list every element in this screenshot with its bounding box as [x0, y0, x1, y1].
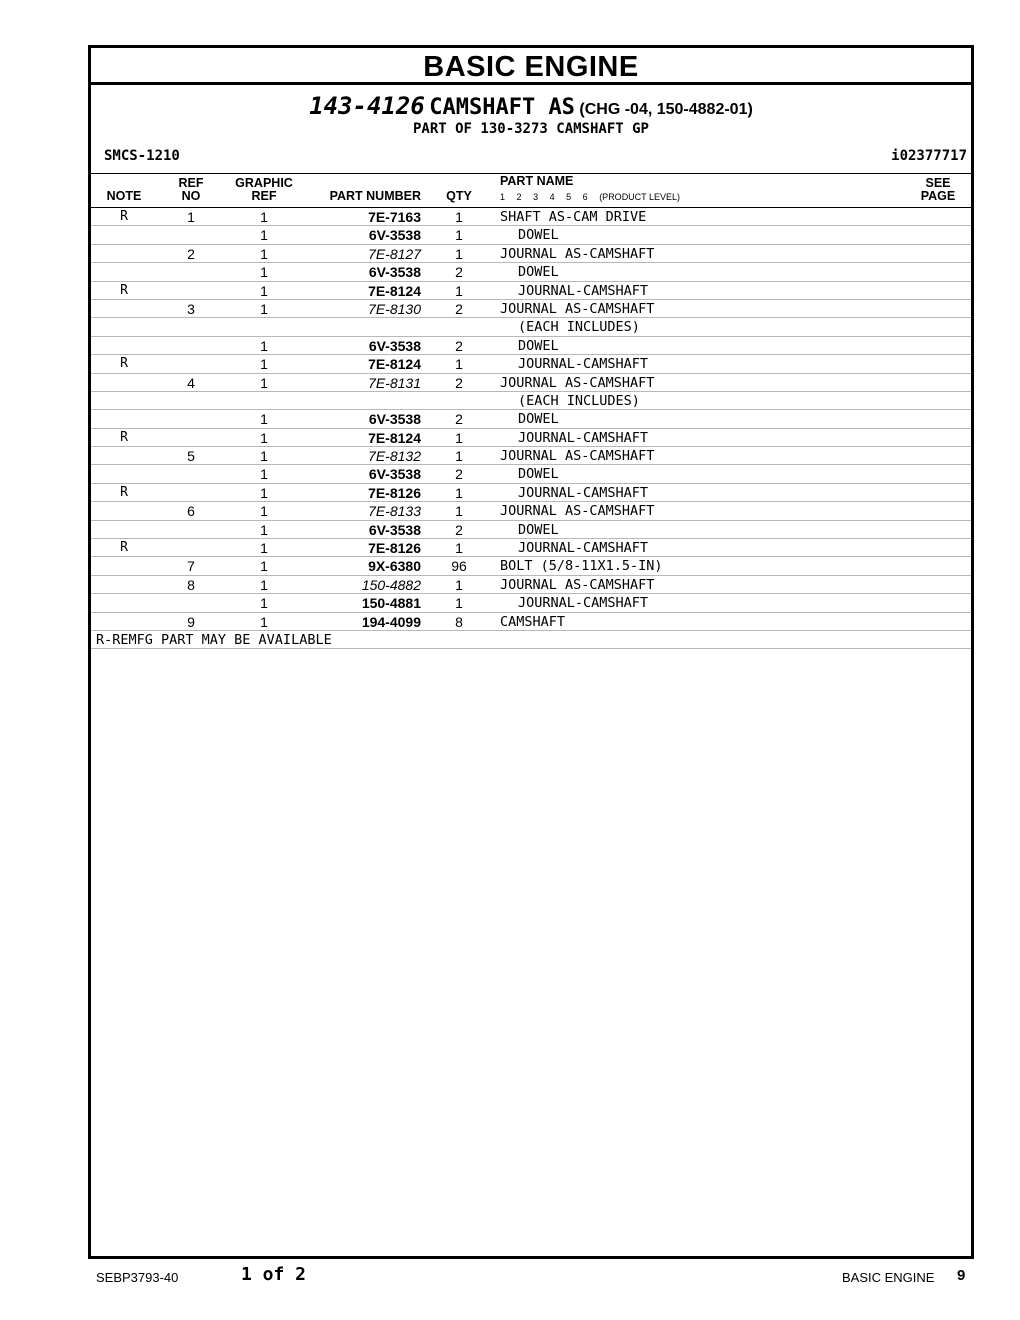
table-row — [91, 337, 971, 355]
row-qty: 96 — [451, 558, 467, 575]
table-row — [91, 429, 971, 447]
row-part-name: SHAFT AS-CAM DRIVE — [500, 209, 647, 225]
row-part-name: BOLT (5/8-11X1.5-IN) — [500, 558, 663, 575]
row-graphic-ref: 1 — [260, 466, 268, 483]
row-part-number: 6V-3538 — [368, 337, 421, 354]
row-part-name: JOURNAL AS-CAMSHAFT — [500, 245, 655, 262]
row-graphic-ref: 1 — [260, 558, 268, 575]
row-part-number: 6V-3538 — [368, 466, 421, 483]
row-note: R — [120, 429, 128, 445]
row-part-name: DOWEL — [518, 466, 559, 483]
row-part-number: 7E-8126 — [368, 540, 421, 557]
row-qty: 1 — [455, 576, 463, 593]
row-graphic-ref: 1 — [260, 300, 268, 317]
row-part-name: JOURNAL-CAMSHAFT — [518, 484, 649, 501]
row-part-number: 7E-8124 — [368, 429, 421, 446]
row-note: R — [120, 540, 128, 556]
row-ref-no: 7 — [187, 558, 195, 575]
col-part-name: PART NAME — [500, 174, 574, 188]
product-level-5: 5 — [566, 192, 572, 202]
col-see-page-line1: SEE — [925, 176, 951, 190]
row-part-number: 7E-8132 — [368, 448, 421, 465]
col-graphic-ref — [229, 177, 299, 203]
row-part-number: 150-4881 — [361, 595, 421, 612]
table-row — [91, 594, 971, 612]
row-graphic-ref: 1 — [260, 484, 268, 501]
row-part-name: DOWEL — [518, 337, 559, 354]
column-header — [91, 173, 971, 208]
table-row — [91, 576, 971, 594]
product-level-1: 1 — [500, 192, 506, 202]
row-graphic-ref: 1 — [260, 282, 268, 299]
col-graphic-ref-line1: GRAPHIC — [235, 176, 293, 190]
table-row — [91, 521, 971, 539]
row-part-number: 9X-6380 — [368, 558, 421, 575]
product-level-6: 6 — [582, 192, 588, 202]
row-part-name: DOWEL — [518, 227, 559, 244]
row-part-number: 7E-8130 — [368, 300, 421, 317]
part-header — [91, 85, 971, 173]
table-row — [91, 465, 971, 483]
product-level-3: 3 — [533, 192, 539, 202]
row-part-name: JOURNAL-CAMSHAFT — [518, 282, 649, 299]
col-see-page-line2: PAGE — [920, 189, 956, 203]
parts-table — [91, 208, 971, 631]
row-qty: 8 — [455, 613, 463, 630]
assembly-part-number: 143-4126 — [309, 92, 425, 120]
row-graphic-ref: 1 — [260, 595, 268, 612]
footer-page-of: 1 of 2 — [241, 1264, 307, 1285]
table-row — [91, 410, 971, 428]
row-qty: 2 — [455, 466, 463, 483]
row-qty: 2 — [455, 337, 463, 354]
col-see-page — [913, 177, 963, 203]
row-part-name: JOURNAL AS-CAMSHAFT — [500, 374, 655, 391]
row-part-name: JOURNAL AS-CAMSHAFT — [500, 503, 655, 520]
row-part-number: 7E-8131 — [368, 374, 421, 391]
row-graphic-ref: 1 — [260, 337, 268, 354]
table-row — [91, 263, 971, 281]
row-part-name: JOURNAL AS-CAMSHAFT — [500, 300, 655, 317]
row-part-name: JOURNAL AS-CAMSHAFT — [500, 576, 655, 593]
row-ref-no: 1 — [187, 209, 195, 225]
row-note: R — [120, 356, 128, 372]
product-level-scale — [500, 191, 689, 204]
row-note: R — [120, 209, 128, 224]
row-part-name: JOURNAL-CAMSHAFT — [518, 429, 649, 446]
row-part-name: (EACH INCLUDES) — [518, 392, 640, 409]
col-graphic-ref-line2: REF — [251, 189, 277, 203]
row-graphic-ref: 1 — [260, 209, 268, 225]
row-ref-no: 5 — [187, 448, 195, 465]
table-row — [91, 613, 971, 631]
row-graphic-ref: 1 — [260, 227, 268, 244]
footer-doc-number: SEBP3793-40 — [96, 1270, 179, 1285]
table-row — [91, 300, 971, 318]
row-part-name: CAMSHAFT — [500, 613, 566, 630]
row-ref-no: 4 — [187, 374, 195, 391]
col-ref-no-line2: NO — [181, 189, 201, 203]
row-graphic-ref: 1 — [260, 503, 268, 520]
table-row — [91, 557, 971, 575]
row-part-name: DOWEL — [518, 521, 559, 538]
row-qty: 2 — [455, 264, 463, 281]
row-part-name: (EACH INCLUDES) — [518, 319, 640, 336]
part-of-line: PART OF 130-3273 CAMSHAFT GP — [412, 121, 649, 137]
table-row — [91, 318, 971, 336]
row-qty: 1 — [455, 209, 463, 225]
row-qty: 1 — [455, 429, 463, 446]
assembly-part-name: CAMSHAFT AS — [429, 95, 575, 120]
row-graphic-ref: 1 — [260, 448, 268, 465]
row-part-name: JOURNAL AS-CAMSHAFT — [500, 448, 655, 465]
page-footer — [0, 1262, 1020, 1292]
col-qty: QTY — [446, 189, 472, 203]
row-part-number: 6V-3538 — [368, 411, 421, 428]
row-graphic-ref: 1 — [260, 356, 268, 373]
row-part-name: JOURNAL-CAMSHAFT — [518, 356, 649, 373]
row-part-number: 6V-3538 — [368, 227, 421, 244]
table-row — [91, 484, 971, 502]
row-part-number: 7E-8124 — [368, 282, 421, 299]
row-qty: 2 — [455, 374, 463, 391]
row-graphic-ref: 1 — [260, 264, 268, 281]
row-part-number: 7E-8133 — [368, 503, 421, 520]
change-note: (CHG -04, 150-4882-01) — [579, 101, 753, 118]
col-part-number: PART NUMBER — [329, 189, 421, 203]
table-row — [91, 282, 971, 300]
row-part-name: JOURNAL-CAMSHAFT — [518, 595, 649, 612]
row-qty: 1 — [455, 282, 463, 299]
section-title: BASIC ENGINE — [91, 48, 971, 85]
row-qty: 1 — [455, 484, 463, 501]
table-row — [91, 355, 971, 373]
row-part-name: JOURNAL-CAMSHAFT — [518, 540, 649, 557]
table-row — [91, 392, 971, 410]
table-row — [91, 208, 971, 226]
row-part-number: 194-4099 — [361, 613, 421, 630]
row-part-number: 6V-3538 — [368, 264, 421, 281]
illustration-identifier: i02377717 — [891, 148, 967, 164]
row-graphic-ref: 1 — [260, 411, 268, 428]
row-graphic-ref: 1 — [260, 245, 268, 262]
product-level-4: 4 — [549, 192, 555, 202]
product-level-2: 2 — [516, 192, 522, 202]
footer-section: BASIC ENGINE — [842, 1270, 935, 1285]
row-qty: 1 — [455, 448, 463, 465]
row-note: R — [120, 282, 128, 298]
row-part-number: 7E-7163 — [368, 209, 421, 225]
row-ref-no: 8 — [187, 576, 195, 593]
row-ref-no: 2 — [187, 245, 195, 262]
row-graphic-ref: 1 — [260, 429, 268, 446]
table-row — [91, 447, 971, 465]
row-part-name: DOWEL — [518, 264, 559, 281]
table-row — [91, 245, 971, 263]
col-ref-no-line1: REF — [178, 176, 204, 190]
row-qty: 1 — [455, 356, 463, 373]
table-row — [91, 502, 971, 520]
row-ref-no: 3 — [187, 300, 195, 317]
footer-page-number: 9 — [957, 1267, 966, 1284]
col-ref-no — [171, 177, 211, 203]
row-graphic-ref: 1 — [260, 521, 268, 538]
footnote: R-REMFG PART MAY BE AVAILABLE — [96, 631, 332, 648]
footnote-row — [91, 631, 971, 649]
row-qty: 1 — [455, 595, 463, 612]
row-part-number: 7E-8126 — [368, 484, 421, 501]
table-row — [91, 374, 971, 392]
row-note: R — [120, 484, 128, 500]
row-graphic-ref: 1 — [260, 576, 268, 593]
row-ref-no: 9 — [187, 613, 195, 630]
row-part-number: 6V-3538 — [368, 521, 421, 538]
row-qty: 2 — [455, 411, 463, 428]
row-graphic-ref: 1 — [260, 540, 268, 557]
row-part-number: 7E-8124 — [368, 356, 421, 373]
row-part-name: DOWEL — [518, 411, 559, 428]
row-graphic-ref: 1 — [260, 374, 268, 391]
row-graphic-ref: 1 — [260, 613, 268, 630]
page-frame — [88, 45, 974, 1259]
row-part-number: 150-4882 — [361, 576, 421, 593]
row-qty: 1 — [455, 503, 463, 520]
row-ref-no: 6 — [187, 503, 195, 520]
table-row — [91, 226, 971, 244]
table-row — [91, 539, 971, 557]
row-qty: 1 — [455, 540, 463, 557]
part-title-line — [91, 92, 971, 120]
row-qty: 1 — [455, 245, 463, 262]
row-qty: 2 — [455, 521, 463, 538]
row-part-number: 7E-8127 — [368, 245, 421, 262]
col-note: NOTE — [106, 189, 142, 203]
product-level-label: (PRODUCT LEVEL) — [599, 192, 681, 202]
smcs-code: SMCS-1210 — [104, 148, 180, 164]
row-qty: 1 — [455, 227, 463, 244]
row-qty: 2 — [455, 300, 463, 317]
